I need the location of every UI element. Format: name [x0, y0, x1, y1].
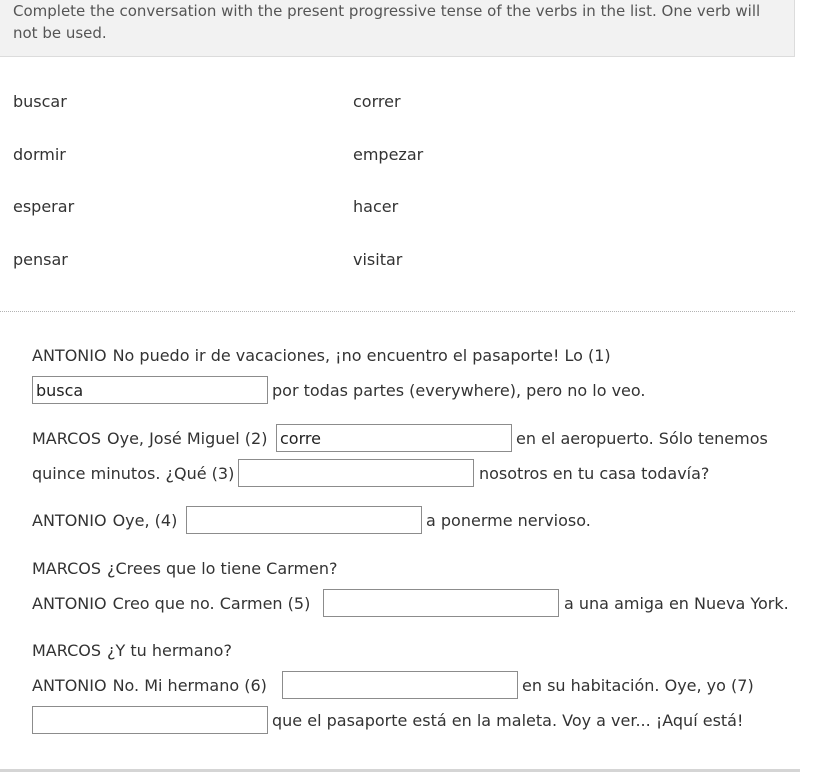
word-bank-item: visitar: [353, 250, 403, 269]
dialogue-line: [32, 346, 611, 366]
dialogue-text: No. Mi hermano (6): [112, 676, 267, 695]
instructions-text: Complete the conversation with the present progressive tense of the verbs in the list. One verb will not be used.: [13, 2, 761, 42]
dialogue-text: quince minutos. ¿Qué (3): [32, 464, 235, 483]
dialogue-text: nosotros en tu casa todavía?: [479, 464, 710, 483]
dialogue-text: por todas partes (everywhere), pero no lo veo.: [272, 381, 646, 400]
dialogue-line: [32, 559, 338, 579]
dialogue-text: a ponerme nervioso.: [426, 511, 591, 530]
dialogue-text: a una amiga en Nueva York.: [564, 594, 789, 613]
dialogue-text: Creo que no. Carmen (5): [112, 594, 311, 613]
dialogue-text: No puedo ir de vacaciones, ¡no encuentro el pasaporte! Lo (1): [112, 346, 611, 365]
dialogue-text: Oye, (4): [112, 511, 178, 530]
answer-input-4[interactable]: [186, 506, 422, 534]
word-bank-item: esperar: [13, 197, 75, 216]
answer-input-2[interactable]: [276, 424, 512, 452]
word-bank-item: empezar: [353, 145, 424, 164]
answer-input-5[interactable]: [323, 589, 559, 617]
dialogue-line: [32, 676, 267, 696]
speaker-name: MARCOS: [32, 641, 101, 660]
speaker-name: ANTONIO: [32, 511, 107, 530]
dialogue-line: [32, 511, 177, 531]
speaker-name: ANTONIO: [32, 676, 107, 695]
dialogue-text: ¿Y tu hermano?: [107, 641, 232, 660]
speaker-name: MARCOS: [32, 559, 101, 578]
answer-input-6[interactable]: [282, 671, 518, 699]
instructions-panel: [0, 0, 795, 57]
word-bank-item: correr: [353, 92, 401, 111]
speaker-name: MARCOS: [32, 429, 101, 448]
dialogue-text: ¿Crees que lo tiene Carmen?: [107, 559, 338, 578]
answer-input-3[interactable]: [238, 459, 474, 487]
dialogue-line: [32, 641, 232, 661]
word-bank-item: dormir: [13, 145, 66, 164]
dialogue-line: [32, 594, 310, 614]
word-bank-item: pensar: [13, 250, 68, 269]
speaker-name: ANTONIO: [32, 594, 107, 613]
bottom-divider: [0, 769, 800, 772]
dialogue-line: [32, 429, 267, 449]
word-bank-item: hacer: [353, 197, 399, 216]
answer-input-1[interactable]: [32, 376, 268, 404]
word-bank-item: buscar: [13, 92, 67, 111]
dialogue-text: Oye, José Miguel (2): [107, 429, 268, 448]
dialogue-text: en su habitación. Oye, yo (7): [522, 676, 754, 695]
dialogue-text: que el pasaporte está en la maleta. Voy a ver... ¡Aquí está!: [272, 711, 744, 730]
section-divider: [0, 311, 795, 312]
dialogue-text: en el aeropuerto. Sólo tenemos: [516, 429, 768, 448]
answer-input-7[interactable]: [32, 706, 268, 734]
speaker-name: ANTONIO: [32, 346, 107, 365]
